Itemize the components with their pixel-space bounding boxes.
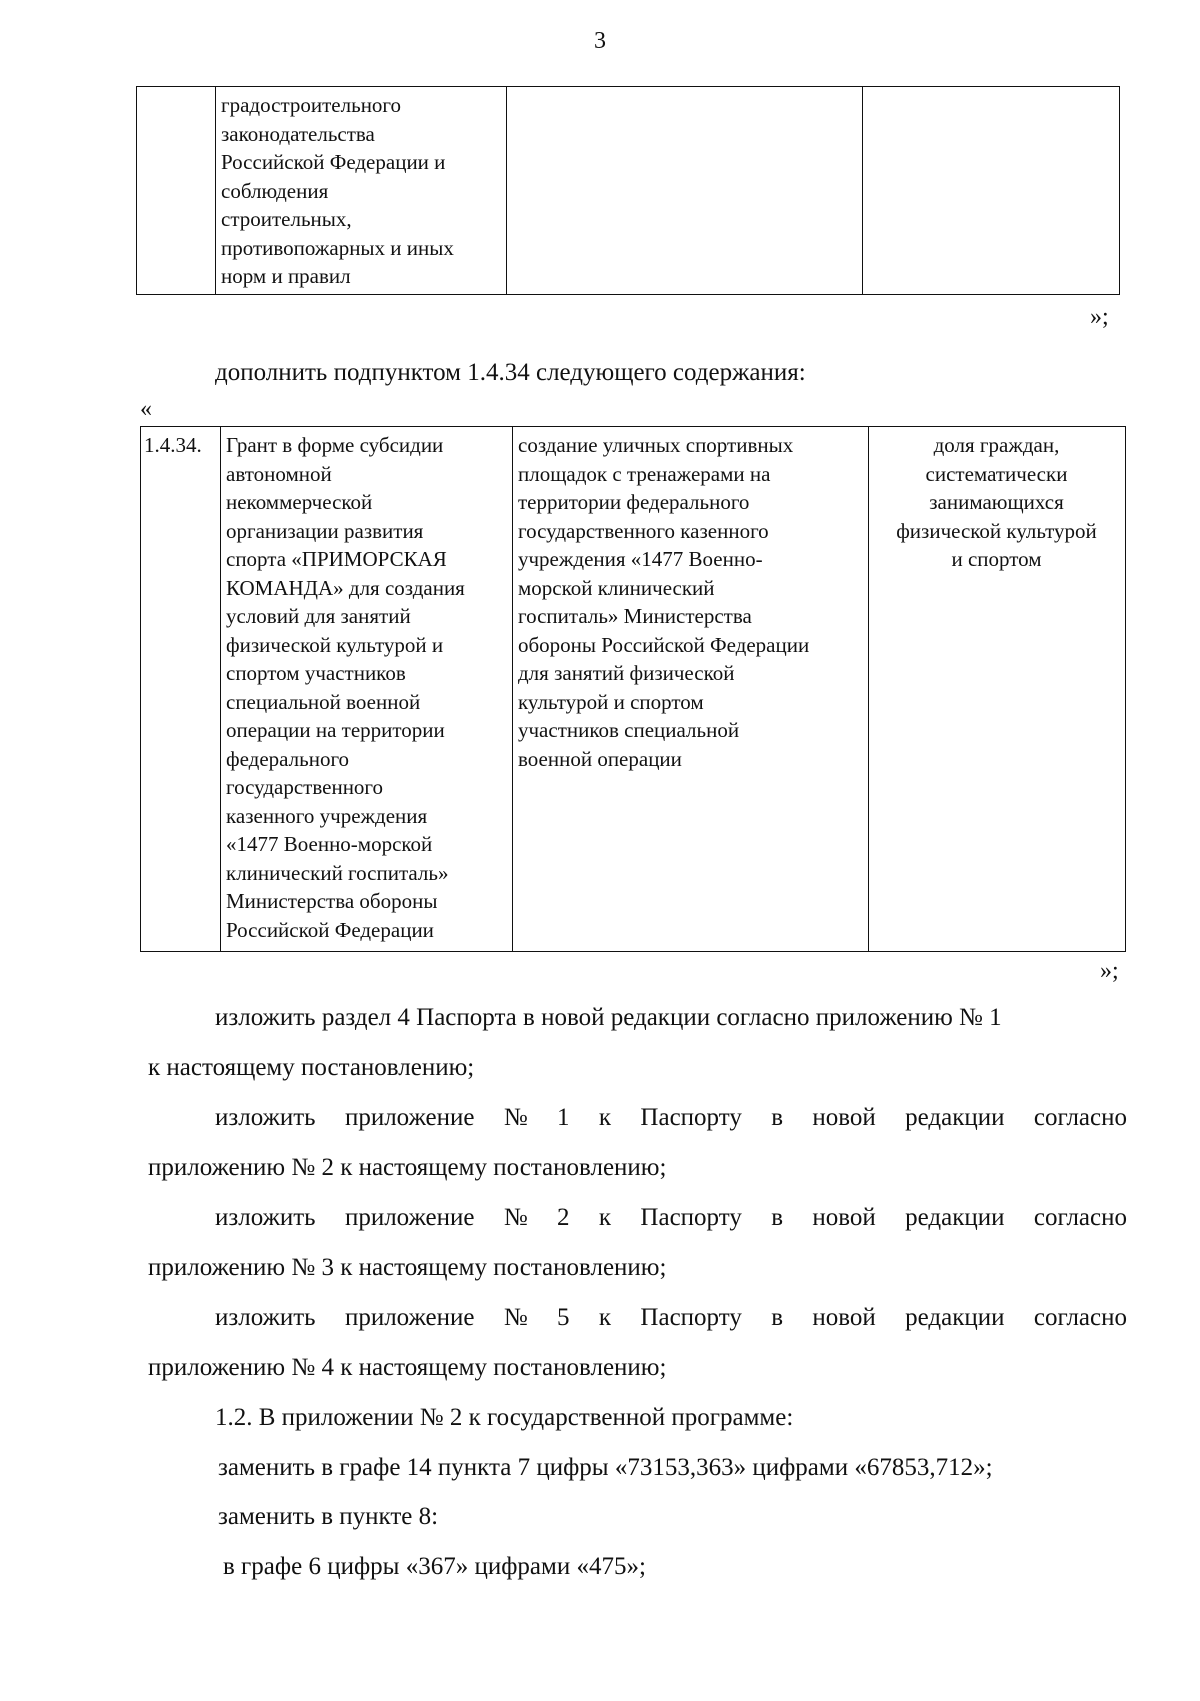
- word: №: [503, 1204, 528, 1231]
- para4-line1: [215, 1304, 1127, 1332]
- cell-line: операции на территории: [226, 718, 445, 742]
- opening-quote: «: [140, 396, 152, 422]
- cell-line: государственного казенного: [518, 518, 769, 543]
- closing-quote-1: »;: [1090, 304, 1109, 330]
- word: к: [598, 1104, 612, 1131]
- cell-line: градостроительного: [221, 93, 402, 117]
- cell-line: организации развития: [226, 518, 424, 543]
- cell-line: противопожарных и иных: [221, 235, 454, 260]
- para4-line2: приложению № 4 к настоящему постановлению;: [148, 1354, 667, 1381]
- table-continuation: [136, 86, 1120, 295]
- word: согласно: [1033, 1104, 1127, 1131]
- word: 1: [557, 1104, 570, 1131]
- table2-indicator-cell: [869, 427, 1126, 952]
- word: согласно: [1033, 1304, 1127, 1331]
- word: редакции: [905, 1104, 1005, 1131]
- word: Паспорту: [640, 1304, 742, 1331]
- word: редакции: [905, 1204, 1005, 1231]
- cell-line: клинический госпиталь»: [226, 860, 449, 885]
- word: Паспорту: [640, 1104, 742, 1131]
- word: №: [503, 1104, 528, 1131]
- cell-line: государственного: [226, 775, 384, 799]
- cell-line: и спортом: [951, 547, 1042, 571]
- cell-line: некоммерческой: [226, 490, 373, 514]
- cell-line: автономной: [226, 461, 332, 486]
- cell-line: участников специальной: [518, 718, 740, 742]
- cell-line: физической культурой: [896, 518, 1097, 543]
- cell-line: учреждения «1477 Военно-: [518, 547, 763, 571]
- cell-line: Министерства обороны: [226, 889, 438, 913]
- cell-line: норм и правил: [221, 264, 351, 288]
- cell-line: спортом участников: [226, 661, 406, 685]
- cell-line: обороны Российской Федерации: [518, 632, 810, 657]
- para3-line2: приложению № 3 к настоящему постановлению;: [148, 1254, 667, 1281]
- word: в: [771, 1304, 783, 1331]
- word: 5: [557, 1304, 570, 1331]
- word: изложить: [215, 1104, 316, 1131]
- cell-line: законодательства: [221, 121, 375, 146]
- cell-line: физической культурой и: [226, 632, 444, 657]
- table2-col2-lines: [226, 431, 506, 944]
- word: 2: [557, 1204, 570, 1231]
- cell-line: КОМАНДА» для создания: [226, 575, 465, 600]
- cell-line: спорта «ПРИМОРСКАЯ: [226, 547, 447, 571]
- cell-line: соблюдения: [221, 178, 329, 203]
- table2-result-cell: [513, 427, 869, 952]
- cell-line: строительных,: [221, 207, 352, 231]
- para2-line1: [215, 1104, 1127, 1132]
- cell-line: занимающихся: [929, 490, 1064, 514]
- word: в: [771, 1104, 783, 1131]
- subitem-number: 1.4.34.: [144, 433, 202, 457]
- cell-line: казенного учреждения: [226, 803, 428, 828]
- table2-number-cell: [141, 427, 221, 952]
- para6: заменить в графе 14 пункта 7 цифры «73153,363» цифрами «67853,712»;: [218, 1454, 993, 1481]
- para2-line2: приложению № 2 к настоящему постановлению;: [148, 1154, 667, 1181]
- para7: заменить в пункте 8:: [218, 1503, 439, 1530]
- cell-line: площадок с тренажерами на: [518, 461, 771, 486]
- para5: 1.2. В приложении № 2 к государственной программе:: [215, 1404, 794, 1431]
- table1-description-cell: [216, 87, 507, 295]
- closing-quote-2: »;: [1100, 958, 1119, 984]
- cell-line: территории федерального: [518, 490, 750, 514]
- table2-description-cell: [221, 427, 513, 952]
- word: новой: [812, 1104, 876, 1131]
- para1-line1: изложить раздел 4 Паспорта в новой редакции согласно приложению № 1: [215, 1004, 1002, 1031]
- cell-line: военной операции: [518, 746, 682, 771]
- word: приложение: [344, 1104, 475, 1131]
- page-number: 3: [594, 28, 606, 54]
- word: редакции: [905, 1304, 1005, 1331]
- word: приложение: [344, 1304, 475, 1331]
- table-subitem-1434: [140, 426, 1126, 952]
- word: приложение: [344, 1204, 475, 1231]
- cell-line: систематически: [925, 461, 1068, 486]
- cell-line: условий для занятий: [226, 604, 411, 628]
- cell-line: Российской Федерации и: [221, 150, 446, 174]
- cell-line: специальной военной: [226, 689, 421, 714]
- word: изложить: [215, 1204, 316, 1231]
- table2-col3-lines: [518, 431, 862, 773]
- para1-line2: к настоящему постановлению;: [148, 1054, 475, 1081]
- word: к: [598, 1304, 612, 1331]
- word: №: [503, 1304, 528, 1331]
- cell-line: Российской Федерации: [226, 917, 434, 942]
- cell-line: федерального: [226, 746, 350, 771]
- table2-col4-lines: [874, 431, 1119, 574]
- word: новой: [812, 1204, 876, 1231]
- table1-result-cell: [507, 87, 863, 295]
- cell-line: для занятий физической: [518, 661, 735, 685]
- word: согласно: [1033, 1204, 1127, 1231]
- cell-line: морской клинический: [518, 575, 715, 600]
- word: в: [771, 1204, 783, 1231]
- word: изложить: [215, 1304, 316, 1331]
- cell-line: культурой и спортом: [518, 689, 704, 714]
- cell-line: госпиталь» Министерства: [518, 604, 752, 628]
- intro-line: дополнить подпунктом 1.4.34 следующего содержания:: [215, 359, 806, 386]
- word: к: [598, 1204, 612, 1231]
- para8: в графе 6 цифры «367» цифрами «475»;: [223, 1553, 646, 1580]
- para3-line1: [215, 1204, 1127, 1232]
- word: Паспорту: [640, 1204, 742, 1231]
- cell-line: «1477 Военно-морской: [226, 832, 433, 856]
- table1-indicator-cell: [863, 87, 1120, 295]
- table1-col2-lines: [221, 91, 500, 291]
- table1-number-cell: [137, 87, 216, 295]
- word: новой: [812, 1304, 876, 1331]
- cell-line: Грант в форме субсидии: [226, 433, 444, 457]
- cell-line: доля граждан,: [933, 433, 1060, 457]
- cell-line: создание уличных спортивных: [518, 433, 794, 457]
